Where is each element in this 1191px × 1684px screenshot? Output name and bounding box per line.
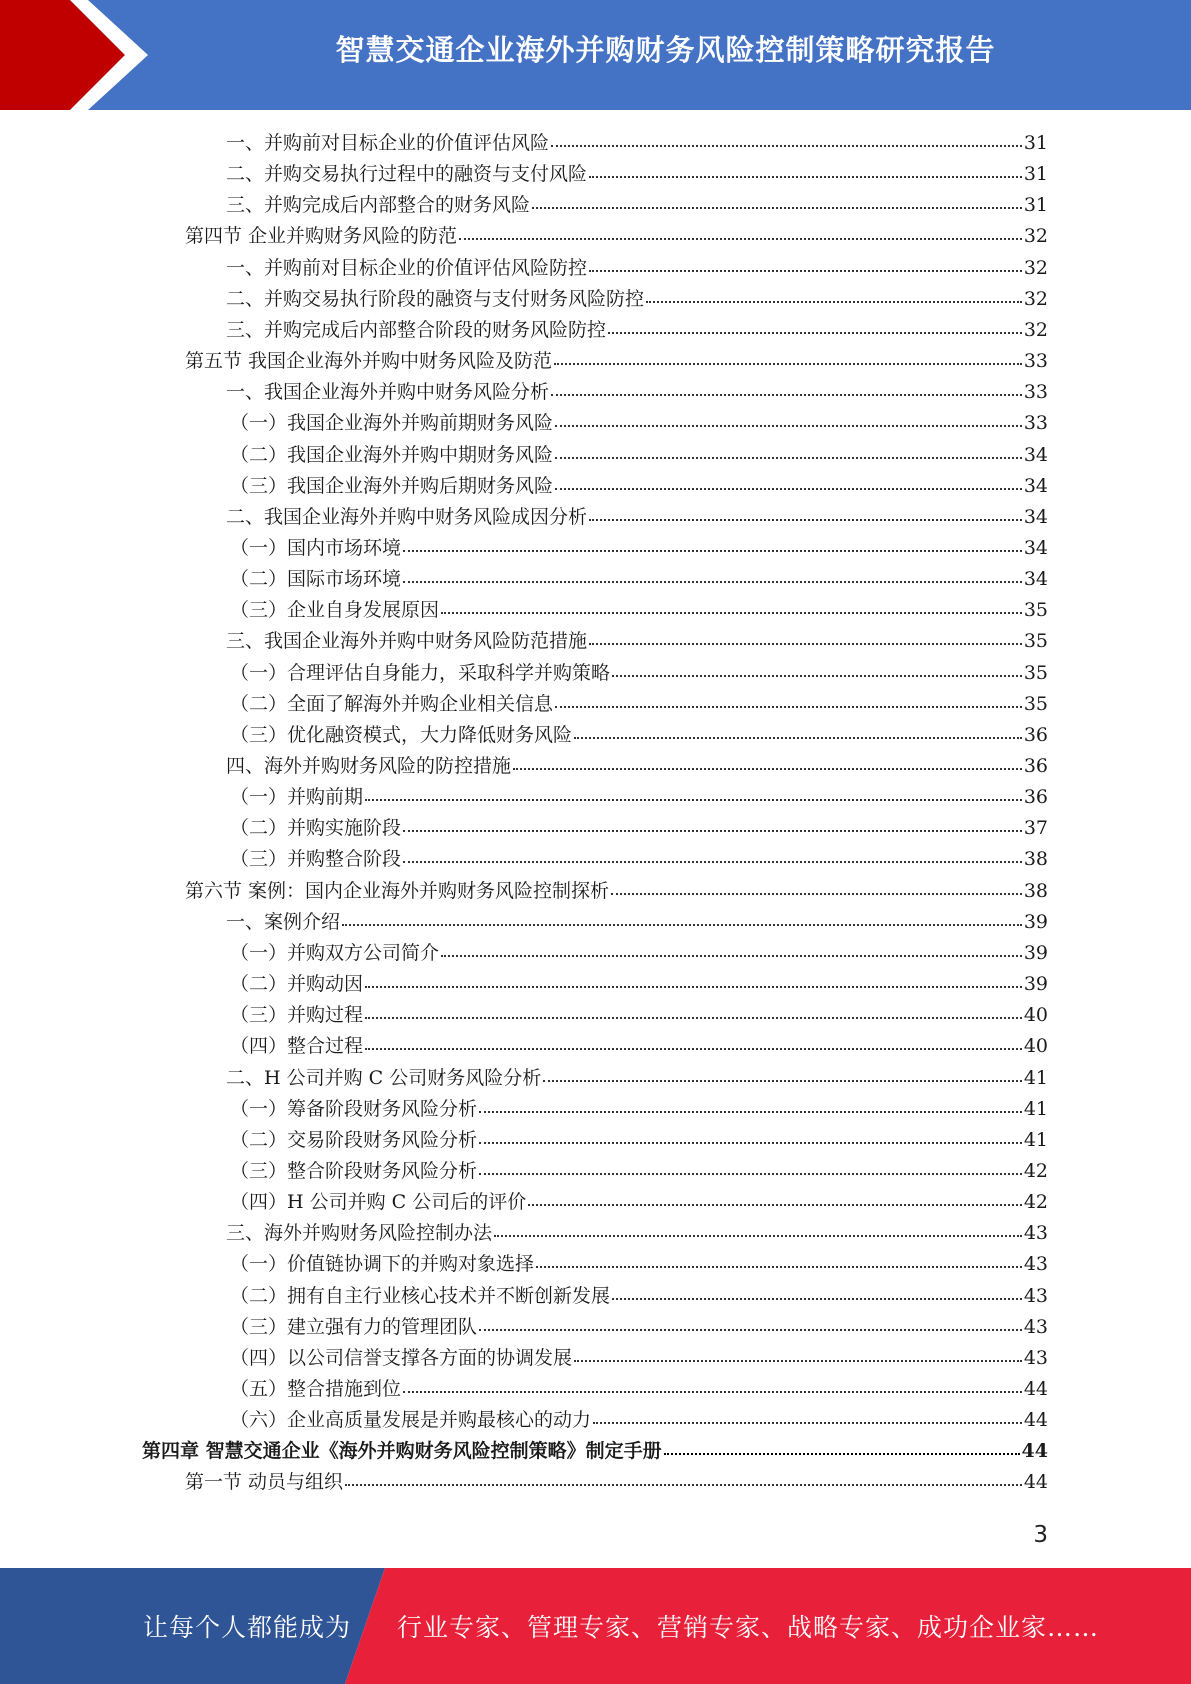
toc-entry[interactable] xyxy=(230,533,1048,564)
toc-entry[interactable] xyxy=(230,1125,1048,1156)
toc-dot-leader xyxy=(555,488,1022,490)
toc-entry[interactable] xyxy=(230,1156,1048,1187)
toc-entry[interactable] xyxy=(230,1187,1048,1218)
toc-dot-leader xyxy=(403,581,1022,583)
toc-entry[interactable] xyxy=(226,907,1048,938)
toc-entry[interactable] xyxy=(226,253,1048,284)
toc-entry[interactable] xyxy=(185,346,1048,377)
toc-entry-page: 39 xyxy=(1023,941,1048,964)
toc-entry-title: （二）我国企业海外并购中期财务风险 xyxy=(230,443,554,466)
toc-entry-page: 34 xyxy=(1023,474,1048,497)
toc-entry-title: （二）并购实施阶段 xyxy=(230,817,402,840)
toc-entry-page: 43 xyxy=(1023,1315,1048,1338)
toc-entry[interactable] xyxy=(230,471,1048,502)
toc-dot-leader xyxy=(612,1298,1022,1300)
toc-entry[interactable] xyxy=(226,315,1048,346)
toc-entry-title: （一）国内市场环境 xyxy=(230,536,402,559)
toc-dot-leader xyxy=(479,1173,1022,1175)
toc-entry-title: （二）全面了解海外并购企业相关信息 xyxy=(230,692,554,715)
toc-entry-page: 44 xyxy=(1023,1378,1048,1400)
toc-dot-leader xyxy=(551,394,1022,396)
toc-entry[interactable] xyxy=(226,751,1048,782)
toc-dot-leader xyxy=(365,799,1022,801)
toc-dot-leader xyxy=(513,768,1022,770)
toc-entry[interactable] xyxy=(226,1063,1048,1094)
toc-dot-leader xyxy=(532,207,1022,209)
toc-dot-leader xyxy=(479,1111,1022,1113)
toc-entry-page: 38 xyxy=(1023,879,1048,902)
toc-dot-leader xyxy=(403,830,1022,832)
toc-entry-page: 43 xyxy=(1023,1346,1048,1369)
toc-entry-page: 41 xyxy=(1023,1128,1048,1151)
toc-entry-title: 一、我国企业海外并购中财务风险分析 xyxy=(226,381,550,404)
toc-entry-page: 34 xyxy=(1023,568,1048,591)
toc-entry-page: 39 xyxy=(1023,973,1048,996)
toc-entry-title: （一）并购双方公司简介 xyxy=(230,941,440,964)
footer-slogan-right: 行业专家、管理专家、营销专家、战略专家、成功企业家…… xyxy=(397,1613,1100,1642)
toc-entry-page: 41 xyxy=(1023,1066,1048,1089)
toc-entry-page: 40 xyxy=(1023,1004,1048,1027)
toc-entry-title: （一）筹备阶段财务风险分析 xyxy=(230,1097,478,1120)
toc-dot-leader xyxy=(441,612,1022,614)
toc-entry-title: （三）整合阶段财务风险分析 xyxy=(230,1159,478,1182)
toc-dot-leader xyxy=(365,1048,1022,1050)
toc-entry[interactable] xyxy=(230,564,1048,595)
toc-entry-title: 第一节 动员与组织 xyxy=(185,1471,344,1494)
toc-entry[interactable] xyxy=(230,1405,1048,1436)
toc-entry-title: （三）并购过程 xyxy=(230,1004,364,1027)
toc-entry-page: 33 xyxy=(1023,412,1048,435)
toc-entry[interactable] xyxy=(226,128,1048,159)
toc-entry-title: （二）国际市场环境 xyxy=(230,568,402,591)
toc-entry-title: （一）价值链协调下的并购对象选择 xyxy=(230,1253,535,1276)
toc-entry-title: （三）企业自身发展原因 xyxy=(230,599,440,622)
toc-entry-title: （五）整合措施到位 xyxy=(230,1378,402,1400)
toc-entry-page: 35 xyxy=(1023,599,1048,622)
toc-entry-title: 第五节 我国企业海外并购中财务风险及防范 xyxy=(185,350,553,373)
toc-entry[interactable] xyxy=(230,1374,1048,1405)
toc-entry[interactable] xyxy=(185,1467,1048,1498)
toc-entry-page: 32 xyxy=(1023,256,1048,279)
toc-dot-leader xyxy=(345,1484,1022,1486)
toc-dot-leader xyxy=(593,1422,1022,1424)
toc-dot-leader xyxy=(608,332,1022,334)
toc-entry-title: 第四章 智慧交通企业《海外并购财务风险控制策略》制定手册 xyxy=(142,1440,662,1463)
toc-entry-page: 32 xyxy=(1023,287,1048,310)
toc-entry[interactable] xyxy=(226,190,1048,221)
toc-entry-page: 44 xyxy=(1023,1409,1048,1432)
toc-dot-leader xyxy=(494,1235,1022,1237)
toc-dot-leader xyxy=(574,1360,1022,1362)
toc-entry[interactable] xyxy=(230,1281,1048,1312)
toc-entry[interactable] xyxy=(226,159,1048,190)
toc-entry-title: 三、我国企业海外并购中财务风险防范措施 xyxy=(226,630,588,653)
toc-dot-leader xyxy=(555,457,1022,459)
toc-entry[interactable] xyxy=(230,782,1048,813)
toc-entry-title: （二）拥有自主行业核心技术并不断创新发展 xyxy=(230,1284,611,1307)
toc-entry-title: 四、海外并购财务风险的防控措施 xyxy=(226,755,512,777)
toc-entry[interactable] xyxy=(230,969,1048,1000)
toc-entry-page: 32 xyxy=(1023,318,1048,341)
toc-entry-page: 43 xyxy=(1023,1253,1048,1276)
toc-dot-leader xyxy=(589,519,1022,521)
toc-dot-leader xyxy=(459,238,1022,240)
toc-entry-page: 34 xyxy=(1023,536,1048,559)
toc-dot-leader xyxy=(403,550,1022,552)
toc-dot-leader xyxy=(589,176,1022,178)
toc-entry[interactable] xyxy=(230,1312,1048,1343)
toc-entry[interactable] xyxy=(230,1031,1048,1062)
toc-entry-title: 三、并购完成后内部整合的财务风险 xyxy=(226,194,531,217)
toc-entry-title: 一、并购前对目标企业的价值评估风险 xyxy=(226,132,550,154)
toc-entry-page: 35 xyxy=(1023,661,1048,684)
toc-entry-title: （一）我国企业海外并购前期财务风险 xyxy=(230,412,554,435)
toc-entry[interactable] xyxy=(230,1249,1048,1280)
toc-dot-leader xyxy=(365,986,1022,988)
toc-dot-leader xyxy=(555,425,1022,427)
toc-entry[interactable] xyxy=(230,720,1048,751)
toc-entry-page: 36 xyxy=(1023,723,1048,746)
toc-dot-leader xyxy=(589,643,1022,645)
toc-entry-page: 42 xyxy=(1023,1191,1048,1214)
toc-dot-leader xyxy=(589,270,1022,272)
toc-dot-leader xyxy=(479,1142,1022,1144)
toc-entry-title: 二、并购交易执行过程中的融资与支付风险 xyxy=(226,163,588,186)
page-footer xyxy=(0,1568,1191,1684)
toc-entry[interactable] xyxy=(230,1094,1048,1125)
toc-entry[interactable] xyxy=(226,626,1048,657)
toc-entry[interactable] xyxy=(230,440,1048,471)
report-title: 智慧交通企业海外并购财务风险控制策略研究报告 xyxy=(335,33,996,67)
toc-entry-page: 34 xyxy=(1023,505,1048,528)
toc-entry-title: （二）交易阶段财务风险分析 xyxy=(230,1128,478,1151)
toc-entry[interactable] xyxy=(226,502,1048,533)
toc-entry-title: （六）企业高质量发展是并购最核心的动力 xyxy=(230,1409,592,1432)
toc-entry-page: 34 xyxy=(1023,443,1048,466)
toc-entry[interactable] xyxy=(226,377,1048,408)
toc-dot-leader xyxy=(342,924,1022,926)
toc-dot-leader xyxy=(528,1204,1022,1206)
toc-dot-leader xyxy=(612,675,1022,677)
toc-dot-leader xyxy=(554,363,1022,365)
footer-slogan-left: 让每个人都能成为 xyxy=(143,1613,352,1642)
toc-entry[interactable] xyxy=(226,1218,1048,1249)
page-header xyxy=(0,0,1191,110)
toc-entry-title: 三、并购完成后内部整合阶段的财务风险防控 xyxy=(226,318,607,341)
toc-entry-page: 41 xyxy=(1023,1097,1048,1120)
toc-entry-page: 32 xyxy=(1023,225,1048,248)
toc-dot-leader xyxy=(543,1080,1022,1082)
toc-entry-title: 第四节 企业并购财务风险的防范 xyxy=(185,225,458,248)
toc-entry-page: 31 xyxy=(1023,163,1048,186)
toc-entry[interactable] xyxy=(230,1000,1048,1031)
toc-entry[interactable] xyxy=(230,595,1048,626)
toc-entry-page: 37 xyxy=(1023,817,1048,840)
toc-entry-title: （四）以公司信誉支撑各方面的协调发展 xyxy=(230,1346,573,1369)
toc-entry-page: 39 xyxy=(1023,910,1048,933)
toc-dot-leader xyxy=(551,145,1022,147)
toc-entry-page: 43 xyxy=(1023,1284,1048,1307)
toc-entry[interactable] xyxy=(230,1343,1048,1374)
toc-entry-title: （三）优化融资模式，大力降低财务风险 xyxy=(230,723,573,746)
toc-entry-title: （三）并购整合阶段 xyxy=(230,848,402,871)
toc-entry[interactable] xyxy=(230,408,1048,439)
toc-entry-page: 36 xyxy=(1023,755,1048,777)
toc-dot-leader xyxy=(536,1266,1022,1268)
toc-dot-leader xyxy=(574,737,1022,739)
toc-entry[interactable] xyxy=(185,221,1048,252)
toc-entry-page: 33 xyxy=(1023,350,1048,373)
toc-entry[interactable] xyxy=(230,844,1048,875)
toc-entry-title: 第六节 案例：国内企业海外并购财务风险控制探析 xyxy=(185,879,610,902)
toc-entry-title: （三）我国企业海外并购后期财务风险 xyxy=(230,474,554,497)
toc-dot-leader xyxy=(646,301,1022,303)
toc-entry-page: 33 xyxy=(1023,381,1048,404)
toc-dot-leader xyxy=(479,1329,1022,1331)
toc-entry-page: 44 xyxy=(1021,1440,1048,1463)
toc-entry-title: （四）H 公司并购 C 公司后的评价 xyxy=(230,1191,527,1214)
toc-entry-page: 36 xyxy=(1023,786,1048,809)
toc-entry-title: 二、我国企业海外并购中财务风险成因分析 xyxy=(226,505,588,528)
toc-entry-page: 35 xyxy=(1023,692,1048,715)
toc-entry-page: 40 xyxy=(1023,1035,1048,1058)
toc-entry[interactable] xyxy=(185,876,1048,907)
toc-entry-title: 二、并购交易执行阶段的融资与支付财务风险防控 xyxy=(226,287,645,310)
toc-dot-leader xyxy=(441,955,1022,957)
toc-dot-leader xyxy=(555,706,1022,708)
toc-dot-leader xyxy=(664,1453,1020,1455)
toc-dot-leader xyxy=(403,861,1022,863)
toc-entry[interactable] xyxy=(230,813,1048,844)
toc-dot-leader xyxy=(611,893,1022,895)
toc-entry-title: （一）合理评估自身能力，采取科学并购策略 xyxy=(230,661,611,684)
toc-dot-leader xyxy=(403,1391,1022,1393)
toc-entry-title: 三、海外并购财务风险控制办法 xyxy=(226,1222,493,1245)
toc-entry-title: 一、并购前对目标企业的价值评估风险防控 xyxy=(226,256,588,279)
toc-entry[interactable] xyxy=(230,689,1048,720)
toc-entry-title: （二）并购动因 xyxy=(230,973,364,996)
toc-entry[interactable] xyxy=(226,284,1048,315)
toc-entry-title: （一）并购前期 xyxy=(230,786,364,809)
toc-entry-page: 43 xyxy=(1023,1222,1048,1245)
toc-entry[interactable] xyxy=(230,938,1048,969)
page-number: 3 xyxy=(1033,1522,1048,1548)
toc-entry-title: 二、H 公司并购 C 公司财务风险分析 xyxy=(226,1066,542,1089)
toc-entry-title: （三）建立强有力的管理团队 xyxy=(230,1315,478,1338)
toc-entry[interactable] xyxy=(142,1436,1048,1467)
toc-dot-leader xyxy=(365,1017,1022,1019)
toc-entry-page: 31 xyxy=(1023,132,1048,154)
toc-entry-page: 35 xyxy=(1023,630,1048,653)
toc-entry-page: 42 xyxy=(1023,1159,1048,1182)
toc-entry-page: 44 xyxy=(1023,1471,1048,1494)
toc-entry[interactable] xyxy=(230,658,1048,689)
toc-entry-title: 一、案例介绍 xyxy=(226,910,341,933)
toc-entry-title: （四）整合过程 xyxy=(230,1035,364,1058)
toc-entry-page: 38 xyxy=(1023,848,1048,871)
header-chevron-decoration xyxy=(0,0,160,110)
toc-entry-page: 31 xyxy=(1023,194,1048,217)
